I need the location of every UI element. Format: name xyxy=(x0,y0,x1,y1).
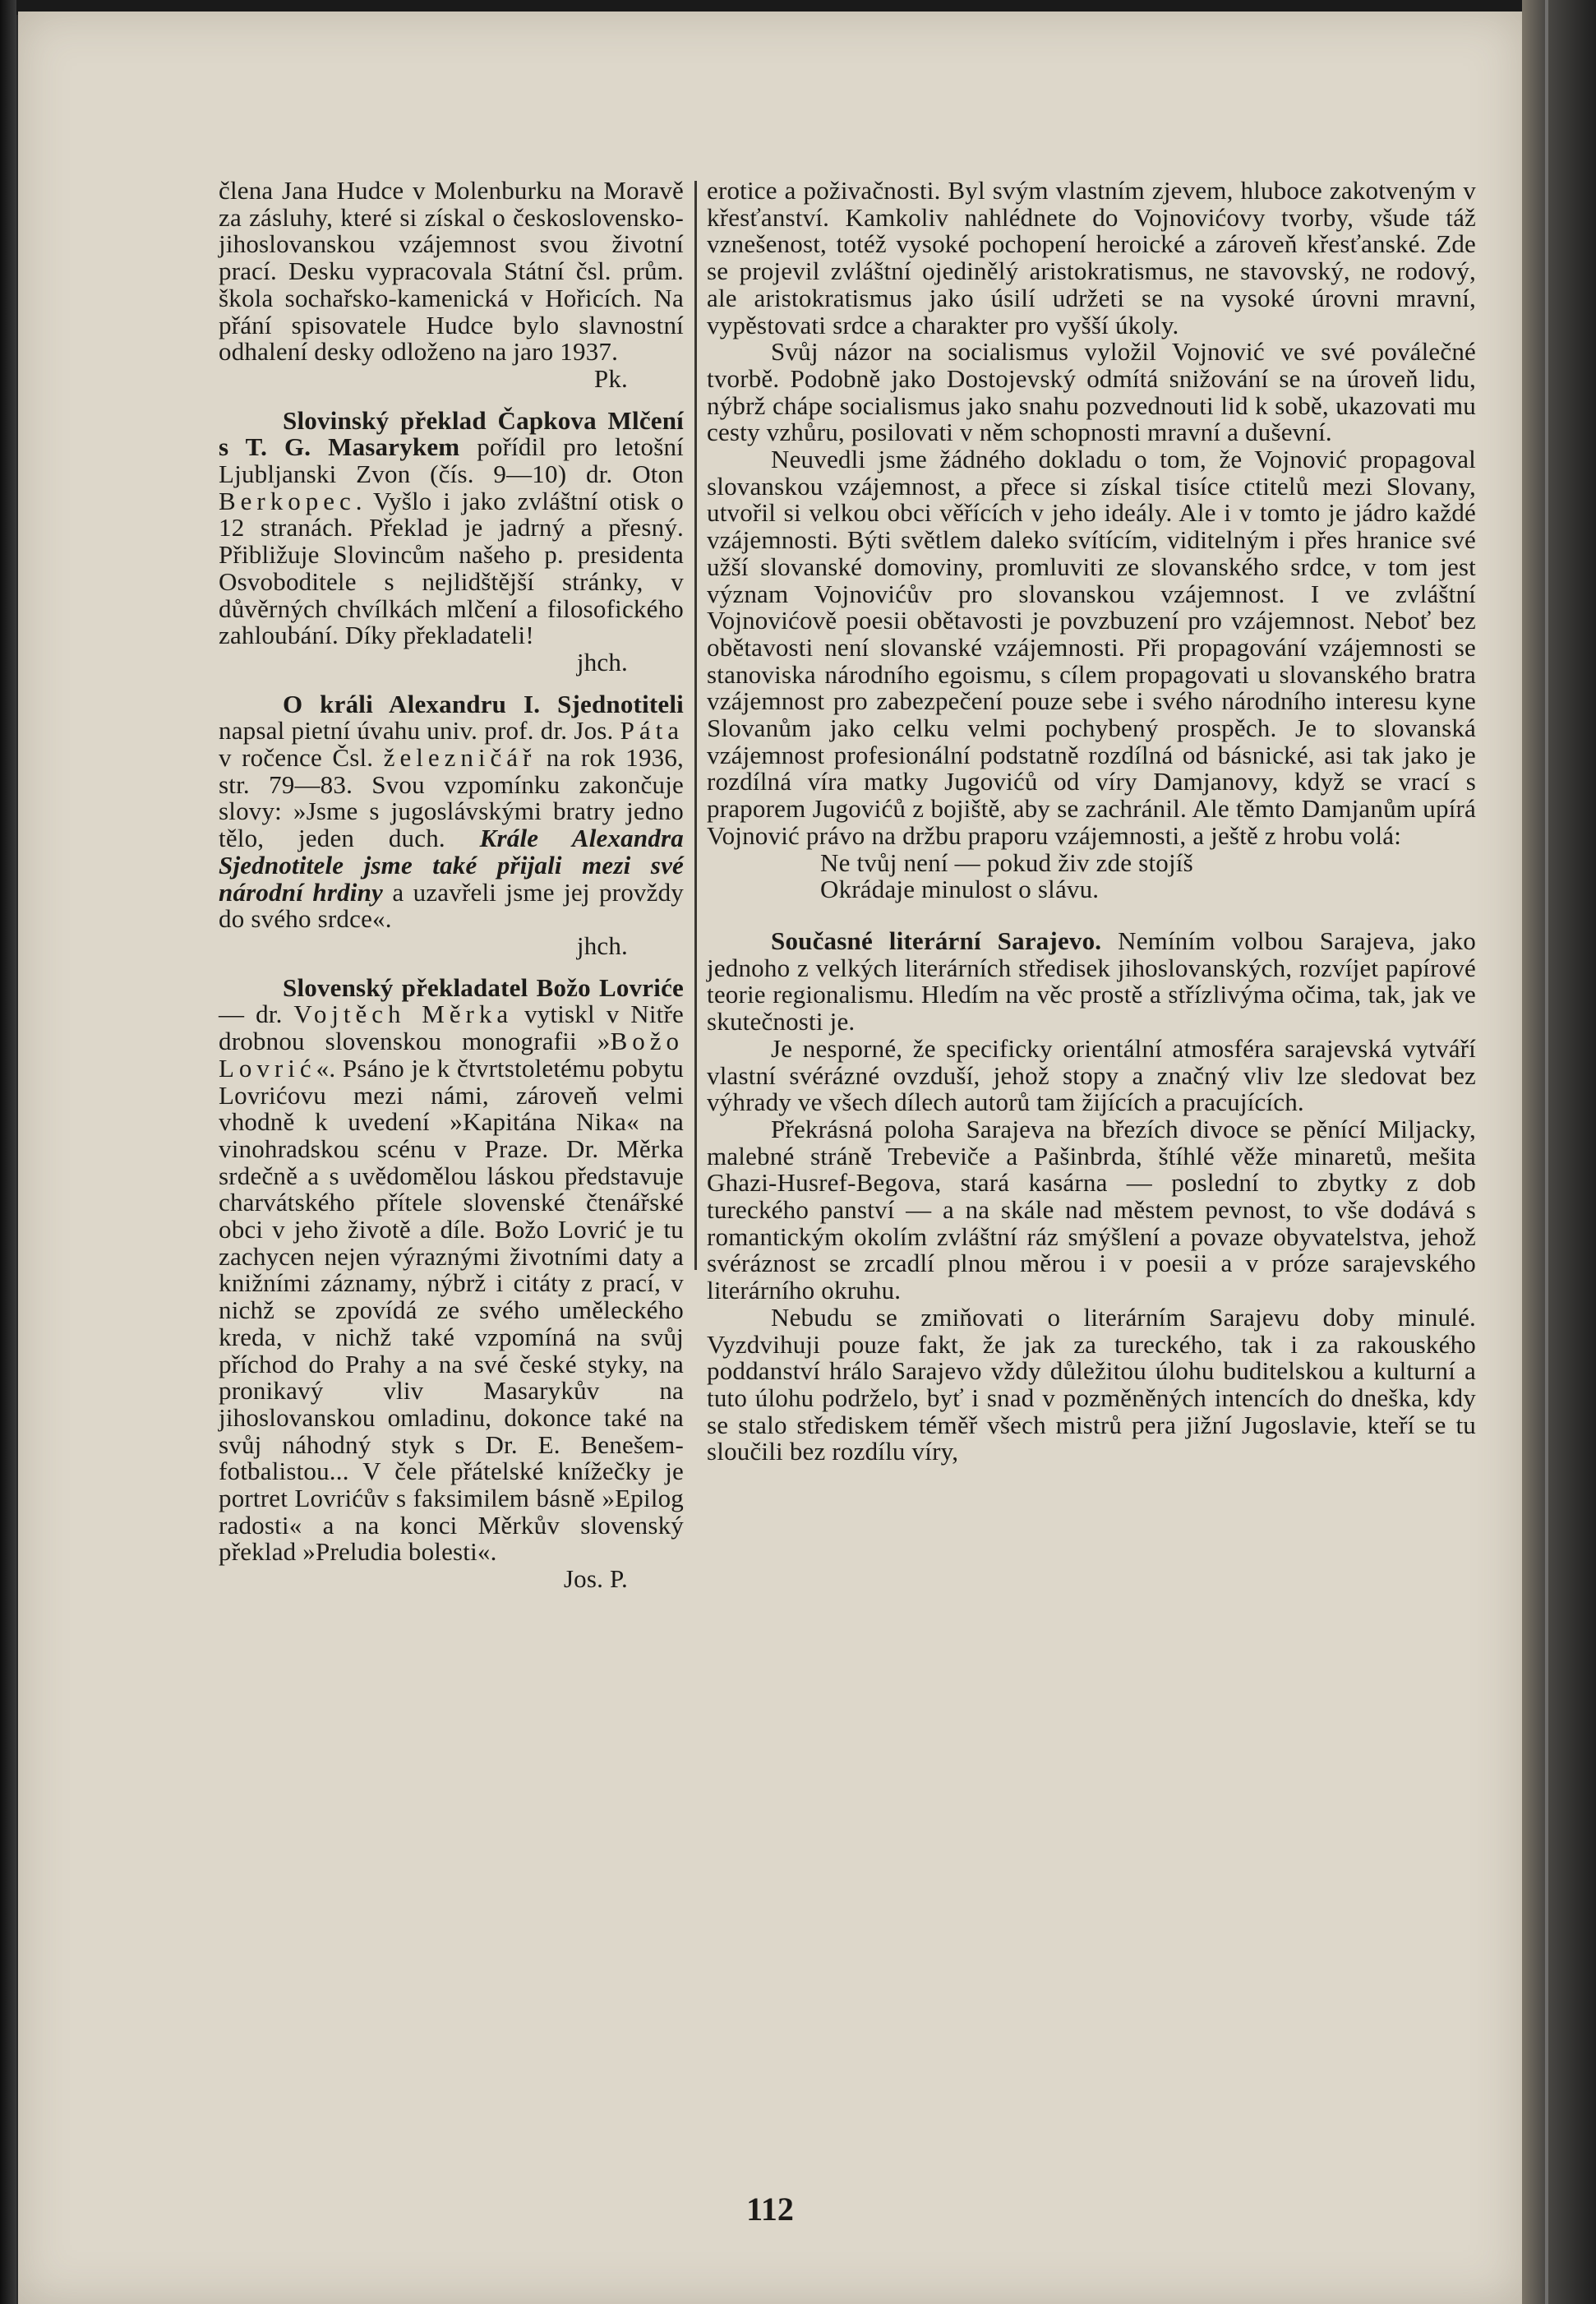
paragraph-vojnovic-erotice: erotice a poživačnosti. Byl svým vlastním zjevem, hluboce zakotveným v křesťanství. Kamkoliv nahlédnete do Vojnovićovy tvorby, všude táž vznešenost, totéž vysoké pochopení heroické a zároveň křesťanské. Zde se projevil zvláštní ojedinělý aristokratismus, ne stavovský, ne rodový, ale aristokratismus jako úsilí udržeti se na vysoké úrovni mravní, vypěstovati srdce a charakter pro vyšší úkoly. xyxy=(707,176,1476,339)
paragraph-vojnovic-socialism: Svůj názor na socialismus vyložil Vojnović ve své poválečné tvorbě. Podobně jako Dostojevský odmítá snižování se na úroveň lidu, nýbrž chápe socialismus jako snahu pozvednouti lid k sobě, ukazovati mu cesty vzhůru, posilovati v něm schopnosti mravní a duševní. xyxy=(707,337,1476,447)
scan-border-right xyxy=(1522,0,1596,2304)
column-divider xyxy=(694,181,697,1270)
paragraph-sarajevo-location: Překrásná poloha Sarajeva na březích divoce se pěnící Miljacky, malebné stráně Trebeviče a Pašinbrda, štíhlé věže minaretů, mešita Ghazi-Husref-Begova, stará kasárna — poslední to zbytky z dob tureckého panství — a na skále nad městem pevnost, to vše dodává s romantickým okolím zvláštní ráz smýšlení a povaze obyvatelstva, jehož svéráznost se zrcadlí plnou měrou i v poesii a v próze sarajevského literárního okruhu. xyxy=(707,1114,1476,1305)
verse-line: Okrádaje minulost o slávu. xyxy=(820,875,1100,904)
paragraph-lovric: Slovenský překladatel Božo Lovriće — dr. Vojtěch Měrka vytiskl v Nitře drobnou slovenskou monografii »Božo Lovrić«. Psáno je k čtvrtstoletému pobytu Lovrićovu mezi námi, zároveň velmi vhodně k uvedení »Kapitána Nika« na vinohradskou scénu v Praze. Dr. Měrka srdečně a s uvědomělou láskou představuje charvátského přítele slovenské čtenářské obci v jeho životě a díle. Božo Lovrić je tu zachycen nejen výraznými životními daty a knižními záznamy, nýbrž i citáty z prací, v nichž se zpovídá ze svého uměleckého kreda, v nichž také vzpomíná na svůj příchod do Prahy a na své české styky, na pronikavý vliv Masarykův na jihoslovanskou omladinu, dokonce také na svůj náhodný styk s Dr. E. Benešem-fotbalistou... V čele přátelské knížečky je portret Lovrićův s faksimilem básně »Epilog radosti« a na konci Měrkův slovenský překlad »Preludia bolesti«. xyxy=(219,972,684,1567)
paragraph-sarajevo-history: Nebudu se zmiňovati o literárním Sarajevu doby minulé. Vyzdvihuji pouze fakt, že jak za tureckého, tak i za rakouského poddanství hrálo Sarajevo vždy důležitou úlohu buditelskou a kulturní a tuto úlohu podrželo, byť i snad v pozměněných intencích do dneška, kdy se stalo střediskem téměř všech mistrů pera jižní Jugoslavie, kteří se tu sloučili bez rozdílu víry, xyxy=(707,1302,1476,1466)
signature-jhch: jhch. xyxy=(576,647,628,676)
right-column xyxy=(707,178,1476,1466)
left-column xyxy=(219,178,684,1593)
article-heading: Slovenský překladatel Božo Lovriće xyxy=(283,972,684,1002)
journal-page xyxy=(18,12,1522,2304)
quote-emphasis: Krále Alexandra Sjednotitele jsme také přijali mezi své národní hrdiny xyxy=(219,824,684,907)
paragraph-hudce-plaque xyxy=(219,178,684,366)
paragraph-sarajevo-atmosphere: Je nesporné, že specificky orientální atmosféra sarajevská vytváří vlastní svérázné ovzduší, jehož stopy a značný vliv lze sledovat bez výhrady ve všech dílech autorů tam žijících a pracujících. xyxy=(707,1033,1476,1117)
page-number: 112 xyxy=(746,2191,794,2228)
article-heading: Slovinský překlad Čapkova Mlčení s T. G. Masarykem xyxy=(219,405,684,462)
article-heading: O králi Alexandru I. Sjednotiteli xyxy=(283,689,684,718)
author-name: Vojtěch Měrka xyxy=(293,1000,514,1029)
paragraph-sarajevo-intro: Současné literární Sarajevo. Nemíním volbou Sarajeva, jako jednoho z velkých literárních středisek jihoslovanských, rozvíjet papírové teorie regionalismu. Hledím na věc prostě a střízlivýma očima, tak, jak ve skutečnosti je. xyxy=(707,926,1476,1037)
paragraph-capek-translation: Slovinský překlad Čapkova Mlčení s T. G. Masarykem pořídil pro letošní Ljubljanski Zvon (čís. 9—10) dr. Oton Berkopec. Vyšlo i jako zvláštní otisk o 12 stranách. Překlad je jadrný a přesný. Přibližuje Slovincům našeho p. presidenta Osvoboditele s nejlidštější stránky, v důvěrných chvílkách mlčení a filosofického zahloubání. Díky překladateli! xyxy=(219,405,684,650)
yearbook-title: železničář xyxy=(383,743,537,773)
monograph-title: Božo Lovrić xyxy=(219,1027,684,1083)
paragraph-vojnovic-reciprocity: Neuvedli jsme žádného dokladu o tom, že Vojnović propagoval slovanskou vzájemnost, a přece si získal tisíce ctitelů mezi Slovany, utvořil si velkou obci věřících v jeho ideály. Ale i v tomto je jádro každé vzájemnosti. Býti světlem daleko svítícím, viditelným i přes hranice své užší slovanské domoviny, promluviti ze slovanského srdce, v tom jest význam Vojnovićův pro slovanskou vzájemnost. I ve zvláštní Vojnovićově poesii obětavosti je povzbuzení pro vzájemnost. Neboť bez obětavosti není slovanské vzájemnosti. Při propagování vzájemnosti se stanoviska národního egoismu, s cílem propagovati u slovanského bratra vzájemnost pro zabezpečení pouze sebe i svého národního interesu kyne Slovanům jako celku velmi pochybený prospěch. Je to slovanská vzájemnost profesionální podstatně rozdílná od básnické, asi tak jako je rozdílná víra matky Jugovićů od víry Damjanovy, když se vrací s praporem Jugovićů z bojiště, aby se zachránil. Ale těmto Damjanům upírá Vojnović právo na držbu praporu vzájemnosti, a ještě z hrobu volá: xyxy=(707,445,1476,850)
signature-pk: Pk. xyxy=(593,363,628,393)
article-heading: Současné literární Sarajevo. xyxy=(771,926,1102,955)
paragraph-text: člena Jana Hudce v Molenburku na Moravě za zásluhy, které si získal o československo-jihoslovanskou vzájemnost svou životní prací. Desku vypracovala Státní čsl. prům. škola sochařsko-kamenická v Hořicích. Na přání spisovatele Hudce bylo slavnostní odhalení desky odloženo na jaro 1937. xyxy=(219,176,684,367)
signature-jhch: jhch. xyxy=(576,930,628,960)
verse-line: Ne tvůj není — pokud živ zde stojíš xyxy=(820,847,1193,877)
signature-jos-p: Jos. P. xyxy=(563,1564,628,1594)
author-name: Páta xyxy=(620,716,684,746)
scan-border-left xyxy=(0,0,16,2304)
author-name: Berkopec xyxy=(219,486,356,515)
paragraph-king-alexander: O králi Alexandru I. Sjednotiteli napsal pietní úvahu univ. prof. dr. Jos. Páta v ročence Čsl. železničář na rok 1936, str. 79—83. Svou vzpomínku zakončuje slovy: »Jsme s jugoslávskými bratry jedno tělo, jeden duch. Krále Alexandra Sjednotitele jsme také přijali mezi své národní hrdiny a uzavřeli jsme jej provždy do svého srdce«. xyxy=(219,689,685,934)
